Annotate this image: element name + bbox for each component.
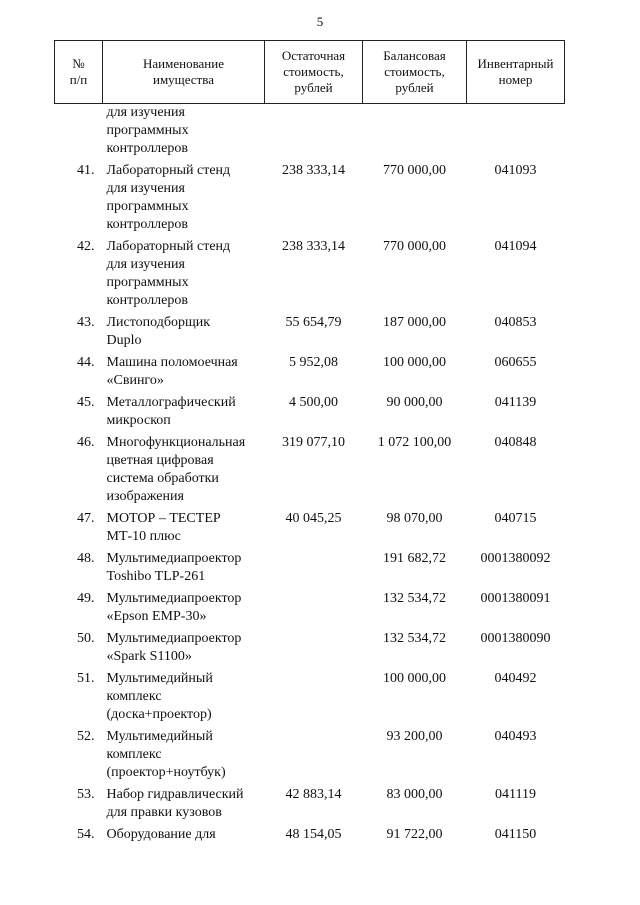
cell-balance: 132 534,72 bbox=[383, 591, 446, 606]
cell-num: 49. bbox=[77, 591, 95, 606]
cell-num: 51. bbox=[77, 671, 95, 686]
header-num: № п/п bbox=[55, 41, 103, 104]
table-row bbox=[55, 162, 565, 238]
cell-balance: 770 000,00 bbox=[383, 239, 446, 254]
cell-residual bbox=[265, 104, 363, 163]
cell-residual: 319 077,10 bbox=[282, 435, 345, 450]
table-row bbox=[55, 590, 565, 630]
cell-residual: 4 500,00 bbox=[289, 395, 338, 410]
cell-num: 50. bbox=[77, 631, 95, 646]
cell-balance: 98 070,00 bbox=[386, 511, 443, 526]
cell-residual: 55 654,79 bbox=[285, 315, 342, 330]
cell-name: Мультимедиапроектор Toshibo TLP-261 bbox=[106, 551, 242, 584]
cell-balance: 100 000,00 bbox=[383, 671, 446, 686]
cell-name: Мультимедийный комплекс (доска+проектор) bbox=[106, 671, 213, 722]
cell-inventory: 0001380090 bbox=[480, 631, 551, 646]
cell-balance: 187 000,00 bbox=[383, 315, 446, 330]
cell-residual: 48 154,05 bbox=[285, 827, 342, 842]
cell-name: Набор гидравлический для правки кузовов bbox=[106, 787, 244, 820]
table-row bbox=[55, 394, 565, 434]
table-row bbox=[55, 104, 565, 163]
cell-balance bbox=[363, 104, 467, 163]
cell-name: для изучения программных контроллеров bbox=[106, 105, 189, 156]
cell-num: 44. bbox=[77, 355, 95, 370]
table-row bbox=[55, 670, 565, 728]
table-row bbox=[55, 434, 565, 510]
cell-name: Мультимедийный комплекс (проектор+ноутбук) bbox=[106, 729, 226, 780]
cell-name: Металлографический микроскоп bbox=[106, 395, 236, 428]
cell-inventory: 040848 bbox=[494, 435, 537, 450]
cell-balance: 93 200,00 bbox=[386, 729, 443, 744]
cell-residual bbox=[265, 550, 363, 590]
header-residual: Остаточная стоимость, рублей bbox=[265, 41, 363, 104]
header-balance: Балансовая стоимость, рублей bbox=[363, 41, 467, 104]
cell-residual: 238 333,14 bbox=[282, 163, 345, 178]
cell-name: Машина поломоечная «Свинго» bbox=[106, 355, 238, 388]
cell-balance: 91 722,00 bbox=[386, 827, 443, 842]
cell-residual: 42 883,14 bbox=[285, 787, 342, 802]
cell-residual: 5 952,08 bbox=[289, 355, 338, 370]
table-header-row bbox=[55, 41, 565, 104]
cell-inventory: 060655 bbox=[494, 355, 537, 370]
cell-residual bbox=[265, 590, 363, 630]
cell-name: Мультимедиапроектор «Epson EMP-30» bbox=[106, 591, 242, 624]
cell-name: Многофункциональная цветная цифровая система обработки изображения bbox=[106, 435, 246, 504]
cell-name: Лабораторный стенд для изучения программных контроллеров bbox=[106, 163, 231, 232]
cell-balance: 132 534,72 bbox=[383, 631, 446, 646]
cell-name: Листоподборщик Duplo bbox=[106, 315, 211, 348]
page-number: 5 bbox=[316, 14, 324, 29]
cell-num: 41. bbox=[77, 163, 95, 178]
cell-balance: 90 000,00 bbox=[386, 395, 443, 410]
cell-inventory: 0001380092 bbox=[480, 551, 551, 566]
table-row bbox=[55, 550, 565, 590]
cell-residual: 238 333,14 bbox=[282, 239, 345, 254]
cell-residual: 40 045,25 bbox=[285, 511, 342, 526]
cell-balance: 100 000,00 bbox=[383, 355, 446, 370]
table-row bbox=[55, 786, 565, 826]
cell-inventory: 040715 bbox=[494, 511, 537, 526]
cell-num: 53. bbox=[77, 787, 95, 802]
cell-num: 43. bbox=[77, 315, 95, 330]
cell-num: 46. bbox=[77, 435, 95, 450]
header-name: Наименование имущества bbox=[103, 41, 265, 104]
table-row bbox=[55, 354, 565, 394]
cell-residual bbox=[265, 728, 363, 786]
cell-num: 42. bbox=[77, 239, 95, 254]
table-row bbox=[55, 314, 565, 354]
cell-balance: 770 000,00 bbox=[383, 163, 446, 178]
cell-balance: 83 000,00 bbox=[386, 787, 443, 802]
cell-name: Мультимедиапроектор «Spark S1100» bbox=[106, 631, 242, 664]
cell-num: 54. bbox=[77, 827, 95, 842]
cell-num: 52. bbox=[77, 729, 95, 744]
cell-inventory bbox=[467, 104, 565, 163]
cell-inventory: 040493 bbox=[494, 729, 537, 744]
property-table bbox=[54, 40, 565, 848]
cell-inventory: 041119 bbox=[495, 787, 536, 802]
cell-num: 48. bbox=[77, 551, 95, 566]
table-row bbox=[55, 630, 565, 670]
cell-num: 47. bbox=[77, 511, 95, 526]
cell-num: 45. bbox=[77, 395, 95, 410]
table-row bbox=[55, 826, 565, 848]
cell-inventory: 041093 bbox=[494, 163, 537, 178]
cell-inventory: 040492 bbox=[494, 671, 537, 686]
table-row bbox=[55, 728, 565, 786]
cell-name: Оборудование для bbox=[106, 827, 216, 842]
cell-name: МОТОР – ТЕСТЕР МТ-10 плюс bbox=[106, 511, 221, 544]
cell-inventory: 040853 bbox=[494, 315, 537, 330]
cell-inventory: 041094 bbox=[494, 239, 537, 254]
cell-name: Лабораторный стенд для изучения программных контроллеров bbox=[106, 239, 231, 308]
cell-inventory: 0001380091 bbox=[480, 591, 551, 606]
table-row bbox=[55, 510, 565, 550]
table-row bbox=[55, 238, 565, 314]
cell-inventory: 041139 bbox=[494, 395, 537, 410]
cell-residual bbox=[265, 630, 363, 670]
cell-balance: 1 072 100,00 bbox=[377, 435, 452, 450]
header-inventory: Инвентарный номер bbox=[467, 41, 565, 104]
cell-balance: 191 682,72 bbox=[383, 551, 446, 566]
cell-num bbox=[55, 104, 103, 163]
cell-inventory: 041150 bbox=[494, 827, 537, 842]
cell-residual bbox=[265, 670, 363, 728]
